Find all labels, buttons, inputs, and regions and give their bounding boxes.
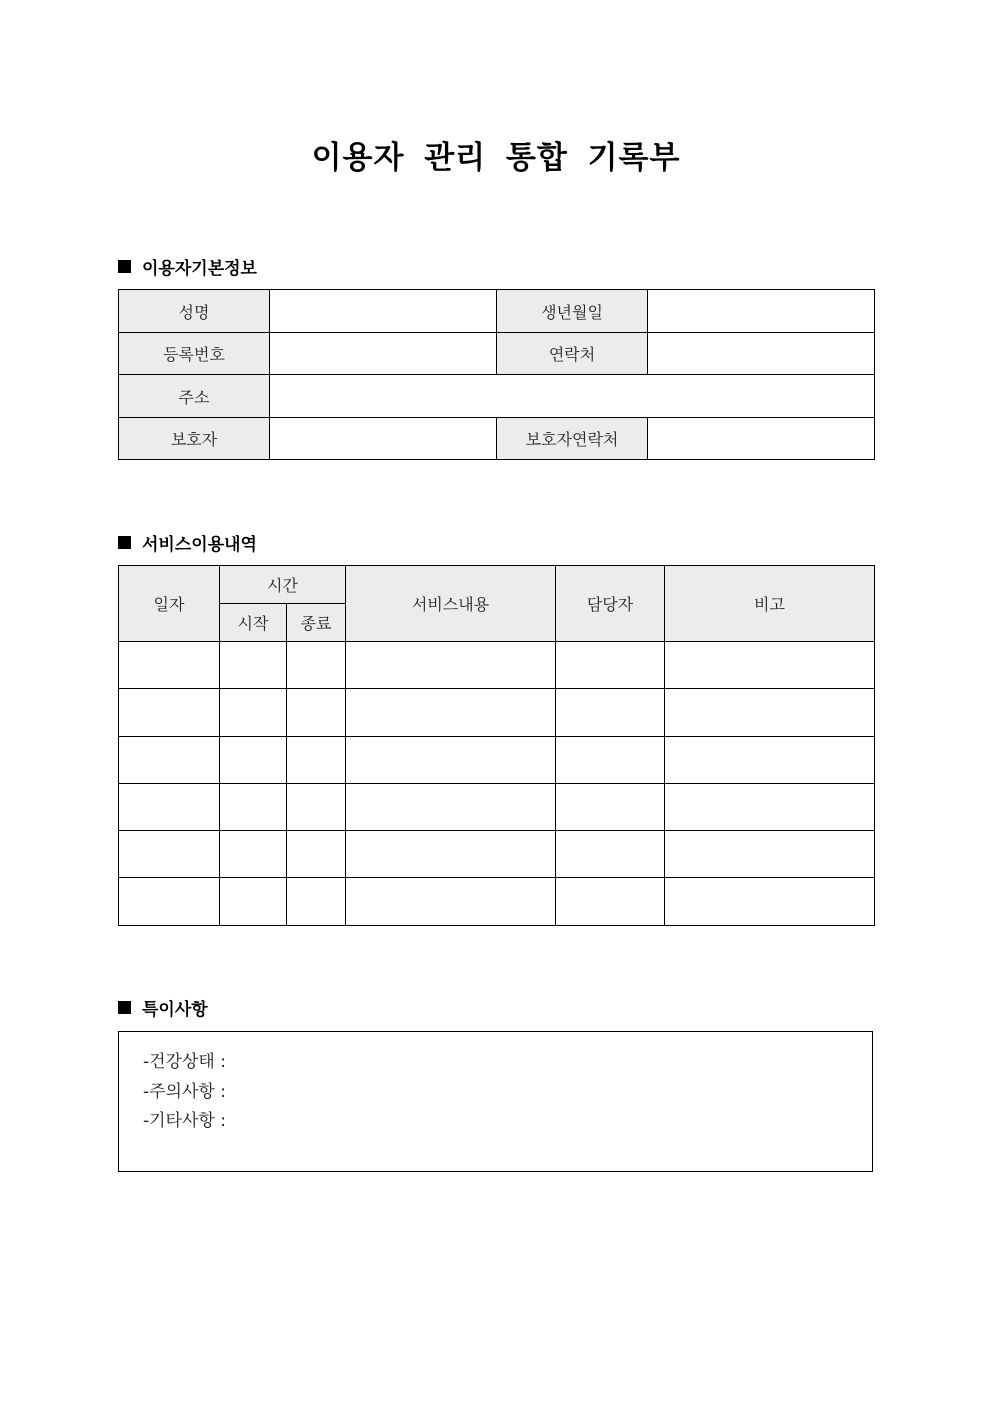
header-service-content: 서비스내용 [346, 566, 556, 642]
table-row [119, 878, 875, 926]
start-cell[interactable] [220, 784, 287, 831]
start-cell[interactable] [220, 878, 287, 926]
end-cell[interactable] [287, 737, 346, 784]
birthdate-field[interactable] [648, 290, 875, 333]
end-cell[interactable] [287, 831, 346, 878]
date-cell[interactable] [119, 737, 220, 784]
note-caution: -주의사항 : [143, 1081, 226, 1102]
start-cell[interactable] [220, 642, 287, 689]
content-cell[interactable] [346, 784, 556, 831]
date-cell[interactable] [119, 642, 220, 689]
section-heading-label: 서비스이용내역 [142, 535, 257, 555]
content-cell[interactable] [346, 878, 556, 926]
note-health-status: -건강상태 : [143, 1052, 226, 1072]
label-birthdate: 생년월일 [497, 290, 648, 333]
section-heading-special-notes [118, 995, 208, 1020]
header-time: 시간 [220, 566, 346, 604]
label-contact: 연락처 [497, 333, 648, 375]
date-cell[interactable] [119, 689, 220, 737]
section-heading-label: 이용자기본정보 [142, 259, 257, 279]
black-square-icon [118, 536, 131, 549]
guardian-contact-field[interactable] [648, 418, 875, 460]
note-cell[interactable] [665, 878, 875, 926]
table-row [119, 784, 875, 831]
staff-cell[interactable] [556, 784, 665, 831]
end-cell[interactable] [287, 689, 346, 737]
table-row [119, 642, 875, 689]
section-heading-label: 특이사항 [142, 1000, 208, 1020]
start-cell[interactable] [220, 831, 287, 878]
note-cell[interactable] [665, 737, 875, 784]
reg-no-field[interactable] [270, 333, 497, 375]
header-staff: 담당자 [556, 566, 665, 642]
note-other: -기타사항 : [143, 1111, 226, 1131]
name-field[interactable] [270, 290, 497, 333]
staff-cell[interactable] [556, 642, 665, 689]
end-cell[interactable] [287, 784, 346, 831]
label-guardian-contact: 보호자연락처 [497, 418, 648, 460]
content-cell[interactable] [346, 737, 556, 784]
content-cell[interactable] [346, 831, 556, 878]
section-heading-basic-info [118, 254, 257, 279]
end-cell[interactable] [287, 878, 346, 926]
end-cell[interactable] [287, 642, 346, 689]
note-cell[interactable] [665, 689, 875, 737]
black-square-icon [118, 260, 131, 273]
basic-info-table [118, 289, 875, 460]
staff-cell[interactable] [556, 737, 665, 784]
service-history-table [118, 565, 875, 926]
label-guardian: 보호자 [119, 418, 270, 460]
table-row [119, 737, 875, 784]
date-cell[interactable] [119, 831, 220, 878]
label-reg-no: 등록번호 [119, 333, 270, 375]
section-heading-service-history [118, 530, 257, 555]
address-field[interactable] [270, 375, 875, 418]
note-cell[interactable] [665, 642, 875, 689]
header-start-time: 시작 [220, 604, 287, 642]
special-notes-box[interactable] [118, 1031, 873, 1172]
table-row [119, 831, 875, 878]
header-date: 일자 [119, 566, 220, 642]
label-address: 주소 [119, 375, 270, 418]
date-cell[interactable] [119, 784, 220, 831]
start-cell[interactable] [220, 689, 287, 737]
header-end-time: 종료 [287, 604, 346, 642]
header-note: 비고 [665, 566, 875, 642]
contact-field[interactable] [648, 333, 875, 375]
guardian-field[interactable] [270, 418, 497, 460]
content-cell[interactable] [346, 689, 556, 737]
note-cell[interactable] [665, 831, 875, 878]
date-cell[interactable] [119, 878, 220, 926]
staff-cell[interactable] [556, 878, 665, 926]
staff-cell[interactable] [556, 831, 665, 878]
note-cell[interactable] [665, 784, 875, 831]
label-name: 성명 [119, 290, 270, 333]
start-cell[interactable] [220, 737, 287, 784]
page-title: 이용자 관리 통합 기록부 [311, 140, 681, 176]
content-cell[interactable] [346, 642, 556, 689]
black-square-icon [118, 1001, 131, 1014]
staff-cell[interactable] [556, 689, 665, 737]
table-row [119, 689, 875, 737]
